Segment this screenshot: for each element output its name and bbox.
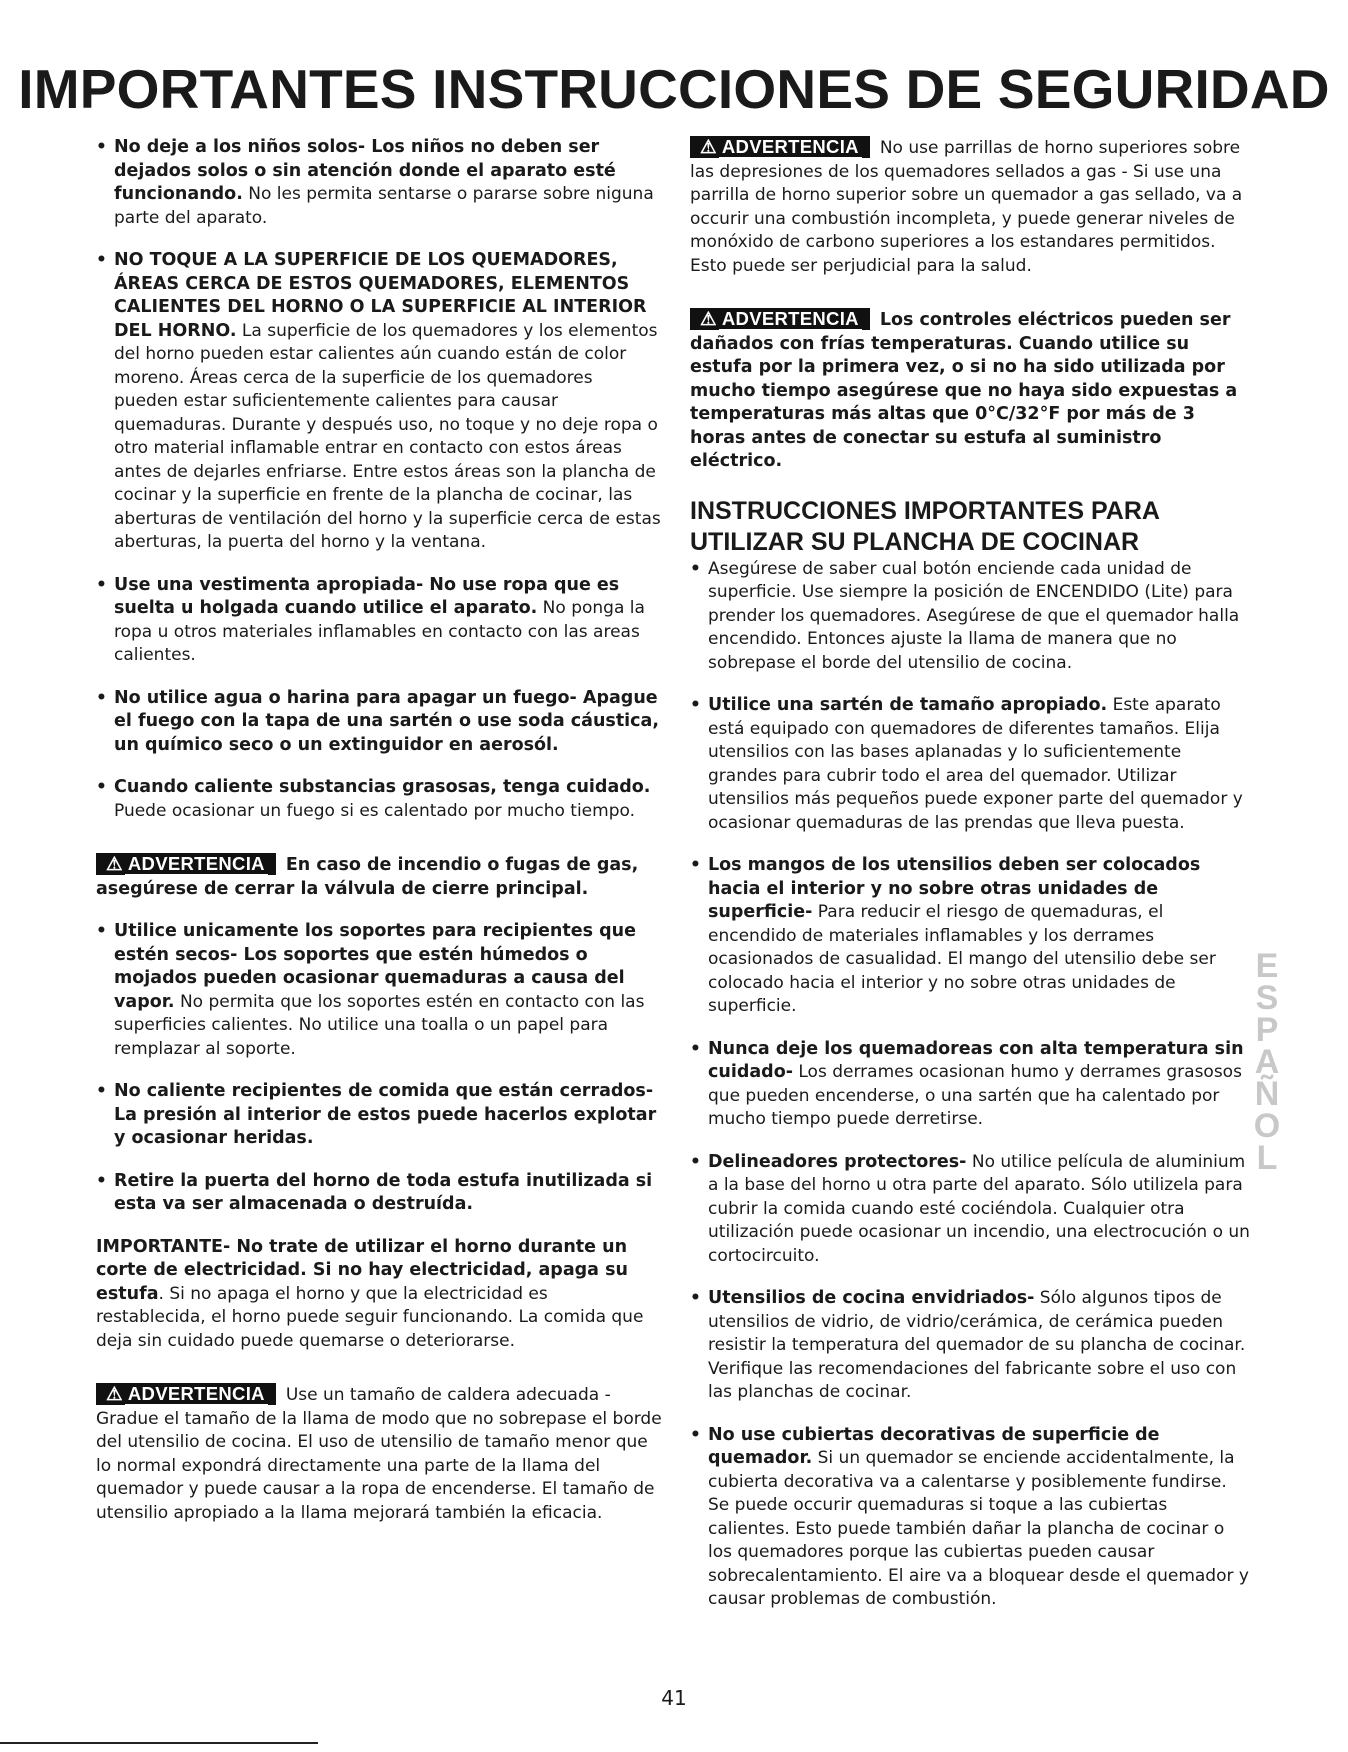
item-lead: Utilice unicamente los soportes para recipientes que estén secos- Los soportes que estén húmedos o mojados pueden ocasionar quemaduras a causa del vapor. [114,921,636,1012]
bullet: • [96,921,107,941]
item-lead: No deje a los niños solos- Los niños no deben ser dejados solos o sin atención donde el aparato esté funcionando. [114,137,616,204]
right-column [690,136,1250,1612]
warning-triangle-icon: ⚠ [106,853,123,874]
item-text: Puede ocasionar un fuego si es calentado por mucho tiempo. [114,800,635,821]
bullet: • [96,1170,107,1191]
bullet: • [690,1424,701,1445]
list-item [96,920,662,1061]
bullet: • [690,1288,701,1308]
item-text: No ponga la ropa u otros materiales inflamables en contacto con las areas calientes. [114,598,645,665]
warning-paragraph: ⚠ ADVERTENCIA En caso de incendio o fugas de gas, asegúrese de cerrar la válvula de cierre principal. [96,853,639,899]
list-item [96,1170,662,1217]
list-item [690,694,1250,835]
item-text: Asegúrese de saber cual botón enciende cada unidad de superficie. Use siempre la posición de ENCENDIDO (Lite) para prender los quemadores. Asegúrese de que el quemador halla encendido. Entonces ajuste la llama de manera que no sobrepase el borde del utensilio de cocina. [708,558,1240,673]
warning-triangle-icon: ⚠ [700,136,717,157]
bullet: • [690,1038,701,1059]
item-lead: Cuando caliente substancias grasosas, tenga cuidado. [114,777,651,797]
left-column [96,136,662,1525]
warning-triangle-icon: ⚠ [700,308,717,329]
warning-badge: ⚠ ADVERTENCIA [690,136,870,158]
important-note: IMPORTANTE- No trate de utilizar el horno durante un corte de electricidad. Si no hay electricidad, apaga su estufa. Si no apaga el horno y que la electricidad es restablecida, el horno puede seguir funcionando. La comida que deja sin cuidado puede quemarse o deteriorarse. [96,1236,644,1351]
warning-badge: ⚠ ADVERTENCIA [96,853,276,875]
list-item [690,854,1250,1019]
bullet: • [96,574,107,595]
item-lead: No utilice agua o harina para apagar un fuego- Apague el fuego con la tapa de una sartén o use soda cáustica, un químico seco o un extinguidor en aerosól. [114,687,660,755]
item-text: No utilice película de aluminium a la base del horno u otra parte del aparato. Sólo utilizela para cubrir la comida cuando esté cociéndola. Cualquier otra utilización puede ocasionar un incendio, una electrocución o un cortocircuito. [708,1151,1250,1266]
list-item [96,687,662,758]
item-lead: Los mangos de los utensilios deben ser colocados hacia el interior y no sobre otras unidades de superficie- [708,855,1201,922]
item-text: Este aparato está equipado con quemadores de diferentes tamaños. Elija utensilios con las bases aplanadas y lo suficientemente grandes para cubrir todo el area del quemador. Utilizar utensilios más pequeños puede exponer parte del quemador y ocasionar quemaduras de las prendas que lleva puesta. [708,695,1243,833]
list-item [690,1038,1250,1132]
section-heading: INSTRUCCIONES IMPORTANTES PARA UTILIZAR SU PLANCHA DE COCINAR [690,496,1160,556]
page-number: 41 [661,1686,687,1710]
page-title: IMPORTANTES INSTRUCCIONES DE SEGURIDAD [18,58,1330,120]
warning-badge: ⚠ ADVERTENCIA [96,1383,276,1405]
intro-item [690,558,1250,676]
list-item [96,776,662,823]
footer-rule [0,1742,318,1744]
item-lead: NO TOQUE A LA SUPERFICIE DE LOS QUEMADORES, ÁREAS CERCA DE ESTOS QUEMADORES, ELEMENTOS CALIENTES DEL HORNO O LA SUPERFICIE AL INTERIOR DEL HORNO. [114,250,647,341]
warning-triangle-icon: ⚠ [106,1383,123,1404]
item-lead: Nunca deje los quemadoreas con alta temperatura sin cuidado- [708,1038,1244,1082]
bullet: • [690,695,701,715]
bullet: • [96,137,107,157]
language-side-tab: E S P A Ñ O L [1253,947,1281,1177]
bullet: • [96,687,107,708]
bullet: • [96,250,107,270]
item-text: Para reducir el riesgo de quemaduras, el encendido de materiales inflamables y los derrames ocasionados de casualidad. El mango del utensilio debe ser colocado hacia el interior y no sobre otras unidades de superficie. [708,902,1216,1016]
item-lead: Utilice una sartén de tamaño apropiado. [708,695,1108,715]
item-text: No les permita sentarse o pararse sobre niguna parte del aparato. [114,184,654,228]
warning-paragraph: ⚠ ADVERTENCIA No use parrillas de horno superiores sobre las depresiones de los quemadores sellados a gas - Si use una parrilla de horno superior sobre un quemador a gas sellado, va a occurir una combustión incompleta, y puede generar niveles de monóxido de carbono superiores a los estandares permitidos. Esto puede ser perjudicial para la salud. [690,136,1243,276]
item-lead: Delineadores protectores- [708,1151,967,1172]
bullet: • [96,777,107,797]
list-item [96,249,662,555]
list-item [690,1151,1250,1269]
bullet: • [690,558,701,579]
warning-badge: ⚠ ADVERTENCIA [690,308,870,330]
list-item [690,1287,1250,1405]
item-text: La superficie de los quemadores y los elementos del horno pueden estar calientes aún cuando están de color moreno. Áreas cerca de la superficie de los quemadores pueden estar suficientemente calientes para causar quemaduras. Durante y después uso, no toque y no deje ropa o otro material inflamable entrar en contacto con estos áreas antes de dejarles enfriarse. Entre estos áreas son la plancha de cocinar y la superficie en frente de la plancha de cocinar, las aberturas de ventilación del horno y la superficie cerca de estas aberturas, la puerta del horno y la ventana. [114,320,661,552]
item-lead: Use una vestimenta apropiada- No use ropa que es suelta u holgada cuando utilice el aparato. [114,574,620,618]
warning-paragraph: ⚠ ADVERTENCIA Los controles eléctricos pueden ser dañados con frías temperaturas. Cuando utilice su estufa por la primera vez, o si no ha sido utilizada por mucho tiempo asegúrese que no haya sido expuestas a temperaturas más altas que 0°C/32°F por más de 3 horas antes de conectar su estufa al suministro eléctrico. [690,308,1238,471]
bullet: • [690,855,701,875]
item-text: Sólo algunos tipos de utensilios de vidrio, de vidrio/cerámica, de cerámica pueden resistir la temperatura del quemador de su plancha de cocinar. Verifique las recomendaciones del fabricante sobre el uso con las planchas de cocinar. [708,1288,1246,1402]
item-lead: Retire la puerta del horno de toda estufa inutilizada si esta va ser almacenada o destruída. [114,1170,653,1214]
list-item [690,1424,1250,1612]
warning-paragraph: ⚠ ADVERTENCIA Use un tamaño de caldera adecuada - Gradue el tamaño de la llama de modo que no sobrepase el borde del utensilio de cocina. El uso de utensilio de tamaño menor que lo normal expondrá directamente una parte de la llama del quemador y puede causar a la ropa de encenderse. El tamaño de utensilio apropiado a la llama mejorará también la eficacia. [96,1383,662,1523]
item-text: Los derrames ocasionan humo y derrames grasosos que pueden encenderse, o una sartén que ha calentado por mucho tiempo puede derretirse. [708,1062,1242,1129]
item-lead: No use cubiertas decorativas de superficie de quemador. [708,1424,1160,1468]
item-lead: Utensilios de cocina envidriados- [708,1288,1035,1308]
list-item [96,1080,662,1151]
bullet: • [96,1081,107,1101]
item-text: Si un quemador se enciende accidentalmente, la cubierta decorativa va a calentarse y posiblemente fundirse. Se puede occurir quemaduras si toque a las cubiertas calientes. Esto puede también dañar la plancha de cocinar o los quemadores porque las cubiertas pueden causar sobrecalentamiento. El aire va a bloquear desde el quemador y causar problemas de combustión. [708,1448,1249,1609]
item-lead: No caliente recipientes de comida que están cerrados- La presión al interior de estos puede hacerlos explotar y ocasionar heridas. [114,1081,657,1148]
item-text: No permita que los soportes estén en contacto con las superficies calientes. No utilice una toalla o un papel para remplazar al soporte. [114,991,645,1059]
bullet: • [690,1151,701,1172]
list-item [96,136,662,230]
list-item [96,574,662,668]
